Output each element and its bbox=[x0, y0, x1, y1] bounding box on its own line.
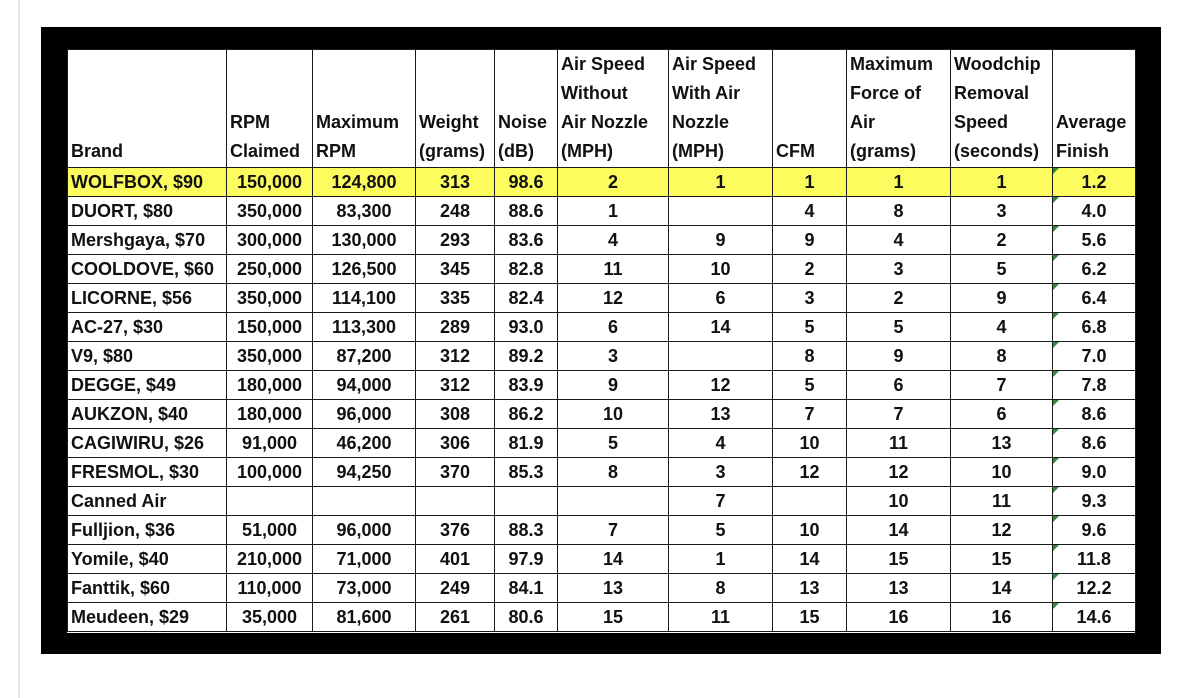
cell-rpm-claimed[interactable] bbox=[227, 487, 313, 516]
column-header-line: Air Nozzle bbox=[561, 112, 649, 132]
cell-average-finish[interactable]: 9.0 bbox=[1053, 458, 1136, 487]
cell-air-speed-with-nozzle[interactable]: 9 bbox=[669, 226, 773, 255]
cell-woodchip-speed[interactable]: 9 bbox=[951, 284, 1053, 313]
column-header-line: Nozzle bbox=[672, 112, 730, 132]
cell-cfm[interactable]: 10 bbox=[773, 516, 847, 545]
cell-max-force[interactable]: 14 bbox=[847, 516, 951, 545]
cell-woodchip-speed[interactable]: 6 bbox=[951, 400, 1053, 429]
table-row bbox=[68, 255, 1136, 284]
cell-cfm[interactable]: 5 bbox=[773, 371, 847, 400]
cell-noise[interactable] bbox=[495, 487, 558, 516]
cell-cfm[interactable]: 14 bbox=[773, 545, 847, 574]
column-header-line: RPM bbox=[230, 112, 270, 132]
column-header-line: Speed bbox=[954, 112, 1009, 132]
column-header-max-rpm[interactable] bbox=[313, 50, 416, 168]
column-header-line: Maximum bbox=[850, 54, 934, 74]
cell-air-speed-without-nozzle[interactable]: 14 bbox=[558, 545, 669, 574]
cell-air-speed-with-nozzle[interactable]: 14 bbox=[669, 313, 773, 342]
cell-cfm[interactable]: 9 bbox=[773, 226, 847, 255]
column-header-weight[interactable] bbox=[416, 50, 495, 168]
cell-rpm-claimed[interactable]: 180,000 bbox=[227, 400, 313, 429]
cell-weight[interactable]: 261 bbox=[416, 603, 495, 632]
cell-woodchip-speed[interactable]: 11 bbox=[951, 487, 1053, 516]
column-header-line: Claimed bbox=[230, 141, 301, 161]
cell-cfm[interactable]: 1 bbox=[773, 168, 847, 197]
cell-air-speed-without-nozzle[interactable]: 10 bbox=[558, 400, 669, 429]
cell-weight[interactable]: 306 bbox=[416, 429, 495, 458]
cell-air-speed-with-nozzle[interactable]: 1 bbox=[669, 545, 773, 574]
cell-air-speed-without-nozzle[interactable]: 9 bbox=[558, 371, 669, 400]
cell-woodchip-speed[interactable]: 15 bbox=[951, 545, 1053, 574]
cell-average-finish[interactable]: 1.2 bbox=[1053, 168, 1136, 197]
cell-air-speed-with-nozzle[interactable] bbox=[669, 197, 773, 226]
cell-weight[interactable]: 335 bbox=[416, 284, 495, 313]
cell-rpm-claimed[interactable]: 100,000 bbox=[227, 458, 313, 487]
cell-air-speed-without-nozzle[interactable]: 15 bbox=[558, 603, 669, 632]
cell-rpm-claimed[interactable]: 150,000 bbox=[227, 168, 313, 197]
cell-brand[interactable]: LICORNE, $56 bbox=[68, 284, 227, 313]
cell-rpm-claimed[interactable]: 180,000 bbox=[227, 371, 313, 400]
cell-brand[interactable]: Yomile, $40 bbox=[68, 545, 227, 574]
cell-noise[interactable]: 86.2 bbox=[495, 400, 558, 429]
column-header-line: Woodchip bbox=[954, 54, 1041, 74]
cell-average-finish[interactable]: 6.4 bbox=[1053, 284, 1136, 313]
column-header-rpm-claimed[interactable] bbox=[227, 50, 313, 168]
cell-air-speed-without-nozzle[interactable]: 11 bbox=[558, 255, 669, 284]
cell-woodchip-speed[interactable]: 8 bbox=[951, 342, 1053, 371]
cell-brand[interactable]: AC-27, $30 bbox=[68, 313, 227, 342]
table-row bbox=[68, 284, 1136, 313]
cell-max-force[interactable]: 13 bbox=[847, 574, 951, 603]
cell-woodchip-speed[interactable]: 12 bbox=[951, 516, 1053, 545]
cell-air-speed-without-nozzle[interactable]: 13 bbox=[558, 574, 669, 603]
cell-cfm[interactable] bbox=[773, 487, 847, 516]
cell-max-force[interactable]: 15 bbox=[847, 545, 951, 574]
cell-brand[interactable]: DUORT, $80 bbox=[68, 197, 227, 226]
cell-woodchip-speed[interactable]: 13 bbox=[951, 429, 1053, 458]
column-header-average-finish[interactable] bbox=[1053, 50, 1136, 168]
column-header-line: (grams) bbox=[850, 141, 917, 161]
cell-brand[interactable]: WOLFBOX, $90 bbox=[68, 168, 227, 197]
cell-air-speed-without-nozzle[interactable] bbox=[558, 487, 669, 516]
cell-air-speed-without-nozzle[interactable]: 4 bbox=[558, 226, 669, 255]
column-header-line: Average bbox=[1056, 112, 1127, 132]
cell-woodchip-speed[interactable]: 16 bbox=[951, 603, 1053, 632]
column-header-line: Weight bbox=[419, 112, 479, 132]
cell-cfm[interactable]: 5 bbox=[773, 313, 847, 342]
page-left-border bbox=[18, 0, 20, 698]
cell-average-finish[interactable]: 4.0 bbox=[1053, 197, 1136, 226]
cell-woodchip-speed[interactable]: 3 bbox=[951, 197, 1053, 226]
column-header-line: Air Speed bbox=[561, 54, 646, 74]
cell-noise[interactable]: 88.3 bbox=[495, 516, 558, 545]
cell-max-force[interactable]: 7 bbox=[847, 400, 951, 429]
cell-noise[interactable]: 89.2 bbox=[495, 342, 558, 371]
cell-brand[interactable]: Mershgaya, $70 bbox=[68, 226, 227, 255]
cell-weight[interactable]: 289 bbox=[416, 313, 495, 342]
cell-max-rpm[interactable]: 81,600 bbox=[313, 603, 416, 632]
cell-weight[interactable]: 312 bbox=[416, 342, 495, 371]
cell-weight[interactable]: 376 bbox=[416, 516, 495, 545]
table-body bbox=[68, 168, 1136, 632]
table-row bbox=[68, 545, 1136, 574]
cell-air-speed-with-nozzle[interactable]: 8 bbox=[669, 574, 773, 603]
cell-air-speed-with-nozzle[interactable]: 6 bbox=[669, 284, 773, 313]
cell-weight[interactable]: 345 bbox=[416, 255, 495, 284]
cell-average-finish[interactable]: 6.2 bbox=[1053, 255, 1136, 284]
column-header-line: Force of bbox=[850, 83, 922, 103]
cell-brand[interactable]: Fanttik, $60 bbox=[68, 574, 227, 603]
column-header-line: Air Speed bbox=[672, 54, 757, 74]
column-header-cfm[interactable] bbox=[773, 50, 847, 168]
cell-average-finish[interactable]: 5.6 bbox=[1053, 226, 1136, 255]
cell-max-force[interactable]: 12 bbox=[847, 458, 951, 487]
cell-weight[interactable]: 249 bbox=[416, 574, 495, 603]
column-header-line: Air bbox=[850, 112, 876, 132]
cell-average-finish[interactable]: 8.6 bbox=[1053, 400, 1136, 429]
cell-max-rpm[interactable]: 94,250 bbox=[313, 458, 416, 487]
cell-air-speed-with-nozzle[interactable]: 13 bbox=[669, 400, 773, 429]
column-header-brand[interactable] bbox=[68, 50, 227, 168]
cell-weight[interactable]: 313 bbox=[416, 168, 495, 197]
cell-brand[interactable]: CAGIWIRU, $26 bbox=[68, 429, 227, 458]
cell-max-force[interactable]: 11 bbox=[847, 429, 951, 458]
cell-max-force[interactable]: 16 bbox=[847, 603, 951, 632]
cell-max-rpm[interactable] bbox=[313, 487, 416, 516]
cell-cfm[interactable]: 8 bbox=[773, 342, 847, 371]
column-header-line: (grams) bbox=[419, 141, 486, 161]
cell-air-speed-without-nozzle[interactable]: 12 bbox=[558, 284, 669, 313]
cell-air-speed-without-nozzle[interactable]: 6 bbox=[558, 313, 669, 342]
cell-brand[interactable]: DEGGE, $49 bbox=[68, 371, 227, 400]
cell-max-force[interactable]: 3 bbox=[847, 255, 951, 284]
cell-air-speed-with-nozzle[interactable]: 7 bbox=[669, 487, 773, 516]
cell-cfm[interactable]: 15 bbox=[773, 603, 847, 632]
table-row bbox=[68, 487, 1136, 516]
cell-average-finish[interactable]: 7.0 bbox=[1053, 342, 1136, 371]
cell-max-force[interactable]: 6 bbox=[847, 371, 951, 400]
cell-max-rpm[interactable]: 130,000 bbox=[313, 226, 416, 255]
cell-average-finish[interactable]: 9.6 bbox=[1053, 516, 1136, 545]
spreadsheet-area bbox=[67, 49, 1135, 633]
table-row bbox=[68, 313, 1136, 342]
cell-air-speed-without-nozzle[interactable]: 8 bbox=[558, 458, 669, 487]
cell-brand[interactable]: COOLDOVE, $60 bbox=[68, 255, 227, 284]
cell-air-speed-with-nozzle[interactable]: 10 bbox=[669, 255, 773, 284]
column-header-line: Without bbox=[561, 83, 628, 103]
cell-max-rpm[interactable]: 126,500 bbox=[313, 255, 416, 284]
cell-noise[interactable]: 93.0 bbox=[495, 313, 558, 342]
column-header-line: Maximum bbox=[316, 112, 400, 132]
cell-air-speed-with-nozzle[interactable]: 1 bbox=[669, 168, 773, 197]
cell-average-finish[interactable]: 8.6 bbox=[1053, 429, 1136, 458]
cell-air-speed-with-nozzle[interactable]: 11 bbox=[669, 603, 773, 632]
cell-average-finish[interactable]: 12.2 bbox=[1053, 574, 1136, 603]
table-row bbox=[68, 574, 1136, 603]
cell-weight[interactable]: 312 bbox=[416, 371, 495, 400]
table-row bbox=[68, 197, 1136, 226]
cell-weight[interactable]: 293 bbox=[416, 226, 495, 255]
column-header-line: Removal bbox=[954, 83, 1030, 103]
cell-rpm-claimed[interactable]: 110,000 bbox=[227, 574, 313, 603]
cell-max-rpm[interactable]: 114,100 bbox=[313, 284, 416, 313]
column-header-line: (seconds) bbox=[954, 141, 1040, 161]
comparison-table bbox=[67, 49, 1136, 632]
column-header-air-speed-with-nozzle[interactable] bbox=[669, 50, 773, 168]
table-header-row bbox=[68, 50, 1136, 168]
column-header-max-force[interactable] bbox=[847, 50, 951, 168]
cell-noise[interactable]: 83.9 bbox=[495, 371, 558, 400]
cell-noise[interactable]: 88.6 bbox=[495, 197, 558, 226]
cell-woodchip-speed[interactable]: 5 bbox=[951, 255, 1053, 284]
cell-brand[interactable]: Fulljion, $36 bbox=[68, 516, 227, 545]
cell-average-finish[interactable]: 14.6 bbox=[1053, 603, 1136, 632]
cell-air-speed-without-nozzle[interactable]: 3 bbox=[558, 342, 669, 371]
cell-max-rpm[interactable]: 96,000 bbox=[313, 400, 416, 429]
column-header-line: CFM bbox=[776, 141, 815, 161]
cell-max-force[interactable]: 9 bbox=[847, 342, 951, 371]
cell-max-rpm[interactable]: 124,800 bbox=[313, 168, 416, 197]
cell-air-speed-without-nozzle[interactable]: 5 bbox=[558, 429, 669, 458]
cell-rpm-claimed[interactable]: 91,000 bbox=[227, 429, 313, 458]
table-row bbox=[68, 371, 1136, 400]
cell-brand[interactable]: Canned Air bbox=[68, 487, 227, 516]
cell-air-speed-with-nozzle[interactable]: 5 bbox=[669, 516, 773, 545]
cell-noise[interactable]: 84.1 bbox=[495, 574, 558, 603]
table-row bbox=[68, 400, 1136, 429]
cell-max-rpm[interactable]: 71,000 bbox=[313, 545, 416, 574]
cell-weight[interactable]: 401 bbox=[416, 545, 495, 574]
cell-brand[interactable]: V9, $80 bbox=[68, 342, 227, 371]
cell-air-speed-with-nozzle[interactable] bbox=[669, 342, 773, 371]
cell-max-force[interactable]: 2 bbox=[847, 284, 951, 313]
table-row bbox=[68, 429, 1136, 458]
cell-brand[interactable]: AUKZON, $40 bbox=[68, 400, 227, 429]
table-row bbox=[68, 458, 1136, 487]
cell-noise[interactable]: 82.8 bbox=[495, 255, 558, 284]
cell-max-force[interactable]: 10 bbox=[847, 487, 951, 516]
cell-max-rpm[interactable]: 83,300 bbox=[313, 197, 416, 226]
table-row bbox=[68, 226, 1136, 255]
cell-noise[interactable]: 80.6 bbox=[495, 603, 558, 632]
cell-air-speed-without-nozzle[interactable]: 2 bbox=[558, 168, 669, 197]
cell-max-rpm[interactable]: 87,200 bbox=[313, 342, 416, 371]
cell-cfm[interactable]: 10 bbox=[773, 429, 847, 458]
cell-noise[interactable]: 85.3 bbox=[495, 458, 558, 487]
cell-woodchip-speed[interactable]: 14 bbox=[951, 574, 1053, 603]
cell-brand[interactable]: FRESMOL, $30 bbox=[68, 458, 227, 487]
cell-max-force[interactable]: 8 bbox=[847, 197, 951, 226]
cell-rpm-claimed[interactable]: 300,000 bbox=[227, 226, 313, 255]
column-header-woodchip-speed[interactable] bbox=[951, 50, 1053, 168]
cell-woodchip-speed[interactable]: 4 bbox=[951, 313, 1053, 342]
cell-air-speed-with-nozzle[interactable]: 3 bbox=[669, 458, 773, 487]
cell-rpm-claimed[interactable]: 210,000 bbox=[227, 545, 313, 574]
cell-max-force[interactable]: 5 bbox=[847, 313, 951, 342]
cell-cfm[interactable]: 12 bbox=[773, 458, 847, 487]
cell-cfm[interactable]: 13 bbox=[773, 574, 847, 603]
cell-weight[interactable]: 370 bbox=[416, 458, 495, 487]
cell-average-finish[interactable]: 6.8 bbox=[1053, 313, 1136, 342]
column-header-line: Brand bbox=[71, 141, 124, 161]
cell-noise[interactable]: 82.4 bbox=[495, 284, 558, 313]
cell-max-rpm[interactable]: 96,000 bbox=[313, 516, 416, 545]
column-header-line: (MPH) bbox=[561, 141, 613, 161]
cell-cfm[interactable]: 7 bbox=[773, 400, 847, 429]
table-row bbox=[68, 342, 1136, 371]
cell-noise[interactable]: 81.9 bbox=[495, 429, 558, 458]
cell-woodchip-speed[interactable]: 10 bbox=[951, 458, 1053, 487]
table-row bbox=[68, 168, 1136, 197]
cell-rpm-claimed[interactable]: 350,000 bbox=[227, 342, 313, 371]
cell-rpm-claimed[interactable]: 150,000 bbox=[227, 313, 313, 342]
cell-max-rpm[interactable]: 73,000 bbox=[313, 574, 416, 603]
cell-average-finish[interactable]: 9.3 bbox=[1053, 487, 1136, 516]
cell-cfm[interactable]: 2 bbox=[773, 255, 847, 284]
cell-noise[interactable]: 98.6 bbox=[495, 168, 558, 197]
cell-rpm-claimed[interactable]: 350,000 bbox=[227, 197, 313, 226]
cell-air-speed-without-nozzle[interactable]: 7 bbox=[558, 516, 669, 545]
cell-average-finish[interactable]: 7.8 bbox=[1053, 371, 1136, 400]
cell-max-rpm[interactable]: 94,000 bbox=[313, 371, 416, 400]
cell-cfm[interactable]: 4 bbox=[773, 197, 847, 226]
column-header-line: With Air bbox=[672, 83, 741, 103]
cell-rpm-claimed[interactable]: 250,000 bbox=[227, 255, 313, 284]
cell-rpm-claimed[interactable]: 350,000 bbox=[227, 284, 313, 313]
cell-rpm-claimed[interactable]: 51,000 bbox=[227, 516, 313, 545]
column-header-line: Finish bbox=[1056, 141, 1109, 161]
column-header-air-speed-without-nozzle[interactable] bbox=[558, 50, 669, 168]
cell-weight[interactable]: 308 bbox=[416, 400, 495, 429]
cell-woodchip-speed[interactable]: 7 bbox=[951, 371, 1053, 400]
column-header-noise[interactable] bbox=[495, 50, 558, 168]
column-header-line: (dB) bbox=[498, 141, 534, 161]
cell-rpm-claimed[interactable]: 35,000 bbox=[227, 603, 313, 632]
cell-woodchip-speed[interactable]: 2 bbox=[951, 226, 1053, 255]
table-row bbox=[68, 603, 1136, 632]
table-row bbox=[68, 516, 1136, 545]
cell-noise[interactable]: 83.6 bbox=[495, 226, 558, 255]
cell-max-force[interactable]: 4 bbox=[847, 226, 951, 255]
cell-brand[interactable]: Meudeen, $29 bbox=[68, 603, 227, 632]
column-header-line: (MPH) bbox=[672, 141, 724, 161]
cell-weight[interactable]: 248 bbox=[416, 197, 495, 226]
cell-average-finish[interactable]: 11.8 bbox=[1053, 545, 1136, 574]
cell-cfm[interactable]: 3 bbox=[773, 284, 847, 313]
column-header-line: Noise bbox=[498, 112, 548, 132]
cell-air-speed-without-nozzle[interactable]: 1 bbox=[558, 197, 669, 226]
cell-max-rpm[interactable]: 113,300 bbox=[313, 313, 416, 342]
cell-air-speed-with-nozzle[interactable]: 4 bbox=[669, 429, 773, 458]
cell-max-force[interactable]: 1 bbox=[847, 168, 951, 197]
cell-woodchip-speed[interactable]: 1 bbox=[951, 168, 1053, 197]
cell-weight[interactable] bbox=[416, 487, 495, 516]
cell-max-rpm[interactable]: 46,200 bbox=[313, 429, 416, 458]
column-header-line: RPM bbox=[316, 141, 356, 161]
cell-air-speed-with-nozzle[interactable]: 12 bbox=[669, 371, 773, 400]
cell-noise[interactable]: 97.9 bbox=[495, 545, 558, 574]
